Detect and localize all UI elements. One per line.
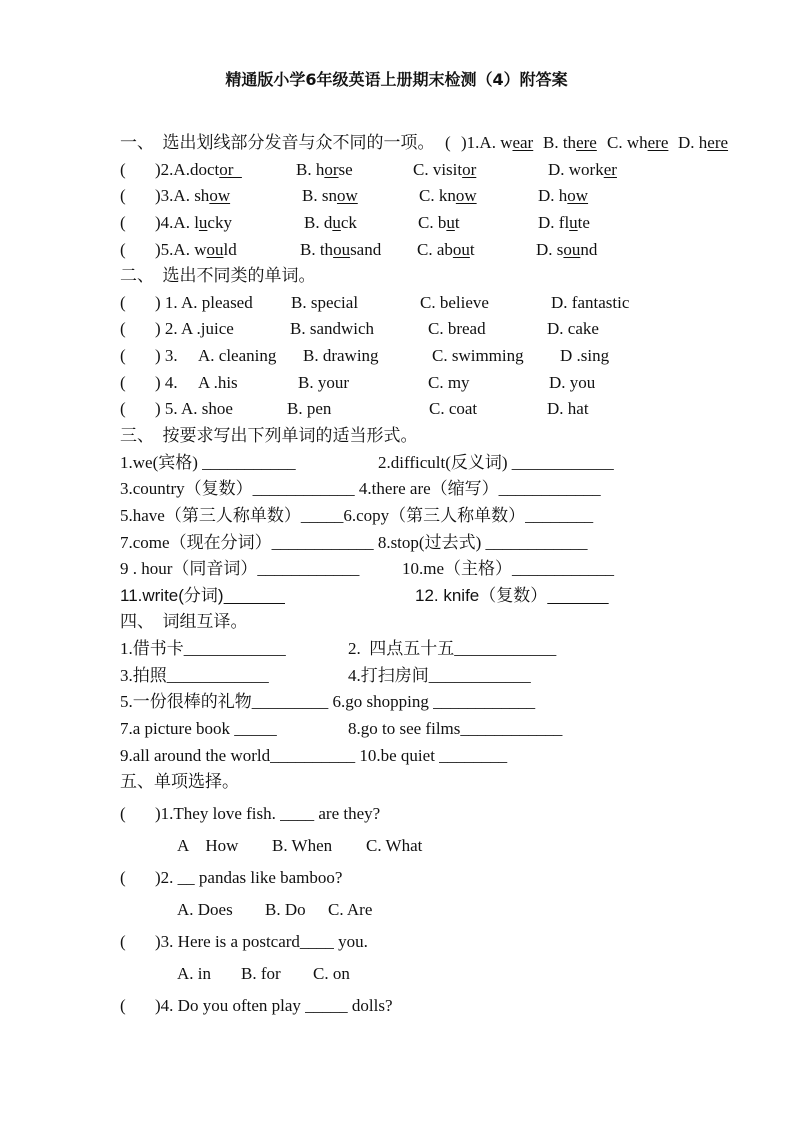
question-q-cell [300, 239, 381, 261]
section-heading [120, 425, 418, 447]
text-part: )2. __ pandas like bamboo? [155, 868, 343, 887]
text-part: B. h [296, 160, 325, 179]
answer-bracket [120, 931, 126, 953]
text-part: D .sing [560, 346, 610, 365]
text-part: ( [120, 160, 126, 179]
text-part: B. pen [287, 399, 332, 418]
underlined-part: er [603, 160, 617, 179]
text-part: B. drawing [303, 346, 379, 365]
text-part: D. h [678, 133, 708, 152]
question-fill-cell [120, 691, 535, 713]
question-fill-cell [120, 452, 296, 474]
underlined-part: u [446, 213, 455, 232]
text-part: 9 . hour（同音词）____________ [120, 559, 360, 578]
question-fill-cell [120, 638, 286, 660]
underlined-part: ow [567, 186, 589, 205]
text-part: ( [120, 399, 126, 418]
text-part: A. cleaning [198, 346, 277, 365]
answer-bracket [120, 803, 126, 825]
text-part: ) 3. [155, 346, 178, 365]
text-part: D. work [548, 160, 604, 179]
text-part: 9.all around the world__________ 10.be quiet ________ [120, 746, 508, 765]
text-part: C. wh [607, 133, 648, 152]
question-opt-cell [177, 899, 233, 921]
question-fill-cell [348, 718, 562, 740]
question-opt-cell [241, 963, 281, 985]
page-title: 精通版小学6年级英语上册期末检测（4）附答案 [225, 70, 568, 89]
text-part: ( [120, 186, 126, 205]
text-part: ld [223, 240, 237, 259]
question-q-cell [198, 345, 276, 367]
question-fill-cell [120, 532, 587, 554]
text-part: )1.A. w [461, 133, 513, 152]
text-part: 3.拍照____________ [120, 666, 269, 685]
underlined-part: ow [209, 186, 231, 205]
text-part: 4.打扫房间____________ [348, 666, 531, 685]
text-part: B. for [241, 964, 281, 983]
text-part: C. on [313, 964, 350, 983]
text-part: )4.A. l [155, 213, 199, 232]
question-q-cell [547, 398, 589, 420]
text-part: A How [177, 836, 239, 855]
question-q-cell [432, 345, 524, 367]
question-q-cell [155, 239, 237, 261]
text-part: C. visit [413, 160, 463, 179]
question-q-cell [155, 159, 242, 181]
section-heading [120, 611, 248, 633]
text-part: ) 5. A. shoe [155, 399, 233, 418]
underlined-part: or [462, 160, 477, 179]
underlined-part: u [198, 213, 208, 232]
text-part: D. fantastic [551, 293, 630, 312]
question-q-cell [155, 318, 234, 340]
question-q-cell [538, 185, 588, 207]
text-part: 7.a picture book _____ [120, 719, 277, 738]
question-q-cell [155, 212, 232, 234]
question-q-cell [420, 292, 489, 314]
text-part: C. Are [328, 900, 373, 919]
text-part: A. Does [177, 900, 233, 919]
question-opt-cell [177, 835, 238, 857]
answer-bracket [120, 398, 126, 420]
underlined-part: ou [206, 240, 224, 259]
question-q-cell [607, 132, 668, 154]
answer-bracket [120, 372, 126, 394]
question-q-cell [417, 239, 475, 261]
text-part: )4. Do you often play _____ dolls? [155, 996, 393, 1015]
text-part: ( [120, 868, 126, 887]
question-q-cell [155, 292, 253, 314]
text-part: B. special [291, 293, 359, 312]
text-part: A .his [198, 373, 238, 392]
text-part: )1.They love fish. ____ are they? [155, 804, 381, 823]
section-heading [120, 771, 239, 793]
section-heading [120, 132, 435, 154]
question-q-cell [155, 803, 380, 825]
text-part: C. coat [429, 399, 478, 418]
question-opt-cell [272, 835, 332, 857]
text-part: D. hat [547, 399, 589, 418]
text-part: 10.me（主格）____________ [402, 559, 615, 578]
question-fill-cell [120, 745, 507, 767]
text-part: A. in [177, 964, 211, 983]
text-part: )3. Here is a postcard____ you. [155, 932, 368, 951]
text-part: 5.一份很棒的礼物_________ 6.go shopping ____________ [120, 692, 536, 711]
question-fill-cell [120, 558, 359, 580]
question-fill-cell [348, 665, 531, 687]
text-part: C. What [366, 836, 423, 855]
underlined-part: ow [455, 186, 477, 205]
text-part: nd [580, 240, 598, 259]
text-part: 1.借书卡____________ [120, 639, 286, 658]
question-q-cell [419, 185, 477, 207]
question-fill-cell [120, 665, 269, 687]
underlined-part: ere [647, 133, 669, 152]
text-part: C. b [418, 213, 447, 232]
question-fill-cell [402, 558, 614, 580]
text-part: B. your [298, 373, 349, 392]
text-part: 三、 按要求写出下列单词的适当形式。 [120, 426, 418, 445]
text-part: 2.difficult(反义词) ____________ [378, 453, 614, 472]
text-part: 五、单项选择。 [120, 772, 239, 791]
question-q-cell [428, 318, 486, 340]
answer-bracket [120, 212, 126, 234]
text-part: C. swimming [432, 346, 524, 365]
text-part: D. you [549, 373, 596, 392]
question-q-cell [198, 372, 238, 394]
text-part: ( [120, 932, 126, 951]
underlined-part: ear [512, 133, 534, 152]
text-part: 一、 选出划线部分发音与众不同的一项。 [120, 133, 435, 152]
underlined-part: ou [333, 240, 351, 259]
question-q-cell [551, 292, 629, 314]
question-q-cell [155, 345, 178, 367]
underlined-part [224, 586, 285, 605]
question-fill-sans-cell [415, 585, 609, 607]
question-q-cell [304, 212, 357, 234]
answer-bracket [120, 292, 126, 314]
text-part: ) 1. A. pleased [155, 293, 253, 312]
question-q-cell [287, 398, 331, 420]
text-part: B. th [543, 133, 577, 152]
question-q-cell [296, 159, 353, 181]
underlined-part: or [324, 160, 339, 179]
question-opt-cell [366, 835, 422, 857]
text-part: C. bread [428, 319, 486, 338]
text-part: ( [120, 240, 126, 259]
answer-bracket [120, 345, 126, 367]
question-q-cell [155, 372, 178, 394]
text-part: 四、 词组互译。 [120, 612, 248, 631]
text-part: ( [120, 213, 126, 232]
answer-bracket [445, 132, 451, 154]
underlined-part: ere [576, 133, 597, 152]
text-part: ( [120, 319, 126, 338]
answer-bracket [120, 239, 126, 261]
question-q-cell [155, 398, 233, 420]
text-part: ( [445, 133, 451, 152]
text-part: B. When [272, 836, 333, 855]
question-opt-cell [328, 899, 372, 921]
text-part: D. cake [547, 319, 599, 338]
underlined-part: u [332, 213, 341, 232]
question-fill-cell [120, 505, 593, 527]
question-q-cell [298, 372, 349, 394]
text-part: ( [120, 804, 126, 823]
question-q-cell [155, 931, 368, 953]
underlined-part: or [219, 160, 242, 179]
answer-bracket [120, 159, 126, 181]
question-q-cell [291, 292, 358, 314]
text-part: B. th [300, 240, 334, 259]
text-part: 1.we(宾格) ___________ [120, 453, 296, 472]
text-part: ( [120, 346, 126, 365]
text-part: D. s [536, 240, 564, 259]
question-q-cell [547, 318, 599, 340]
answer-bracket [120, 995, 126, 1017]
text-part: C. believe [420, 293, 489, 312]
question-fill-sans-cell [120, 585, 285, 607]
text-part: ( [120, 293, 126, 312]
text-part: t [469, 240, 475, 259]
question-fill-cell [120, 718, 277, 740]
text-part: 7.come（现在分词）____________ 8.stop(过去式) ____________ [120, 533, 588, 552]
text-part: C. my [428, 373, 470, 392]
question-q-cell [461, 132, 533, 154]
question-opt-cell [265, 899, 306, 921]
question-fill-cell [120, 478, 601, 500]
question-q-cell [302, 185, 358, 207]
question-q-cell [543, 132, 597, 154]
text-part: D. h [538, 186, 568, 205]
question-q-cell [303, 345, 379, 367]
text-part: B. sn [302, 186, 337, 205]
text-part: se [338, 160, 353, 179]
question-q-cell [429, 398, 477, 420]
text-part: 11.write(分词) [120, 586, 224, 605]
question-q-cell [155, 185, 230, 207]
answer-bracket [120, 867, 126, 889]
underlined-part: u [569, 213, 578, 232]
question-opt-cell [177, 963, 211, 985]
question-fill-cell [378, 452, 614, 474]
question-q-cell [155, 995, 393, 1017]
underlined-part: ere [707, 133, 729, 152]
text-part: )5.A. w [155, 240, 207, 259]
text-part: 3.country（复数）____________ 4.there are（缩写）____________ [120, 479, 601, 498]
text-part: B. Do [265, 900, 306, 919]
text-part: B. d [304, 213, 333, 232]
answer-bracket [120, 185, 126, 207]
question-q-cell [560, 345, 609, 367]
text-part: ) 4. [155, 373, 178, 392]
question-q-cell [536, 239, 597, 261]
text-part: 2. 四点五十五____________ [348, 639, 557, 658]
section-heading [120, 265, 316, 287]
question-q-cell [548, 159, 617, 181]
text-part: ( [120, 373, 126, 392]
text-part: D. fl [538, 213, 570, 232]
text-part: ck [340, 213, 357, 232]
question-q-cell [549, 372, 595, 394]
answer-bracket [120, 318, 126, 340]
text-part: ( [120, 996, 126, 1015]
text-part: te [577, 213, 590, 232]
text-part: )3.A. sh [155, 186, 210, 205]
text-part: 二、 选出不同类的单词。 [120, 266, 316, 285]
question-fill-cell [348, 638, 556, 660]
question-q-cell [538, 212, 590, 234]
question-q-cell [290, 318, 374, 340]
underlined-part [547, 586, 608, 605]
text-part: C. kn [419, 186, 456, 205]
question-q-cell [413, 159, 476, 181]
text-part: ) 2. A .juice [155, 319, 234, 338]
text-part: C. ab [417, 240, 453, 259]
text-part: B. sandwich [290, 319, 375, 338]
question-q-cell [418, 212, 460, 234]
underlined-part: ou [452, 240, 470, 259]
question-q-cell [428, 372, 470, 394]
text-part: )2.A.doct [155, 160, 220, 179]
underlined-part: ou [563, 240, 581, 259]
question-q-cell [155, 867, 342, 889]
question-opt-cell [313, 963, 350, 985]
text-part: sand [350, 240, 382, 259]
text-part: 8.go to see films____________ [348, 719, 563, 738]
text-part: 5.have（第三人称单数）_____6.copy（第三人称单数）________ [120, 506, 594, 525]
question-q-cell [678, 132, 728, 154]
text-part: 12. knife（复数） [415, 586, 548, 605]
underlined-part: ow [336, 186, 358, 205]
text-part: cky [207, 213, 232, 232]
text-part: t [454, 213, 460, 232]
